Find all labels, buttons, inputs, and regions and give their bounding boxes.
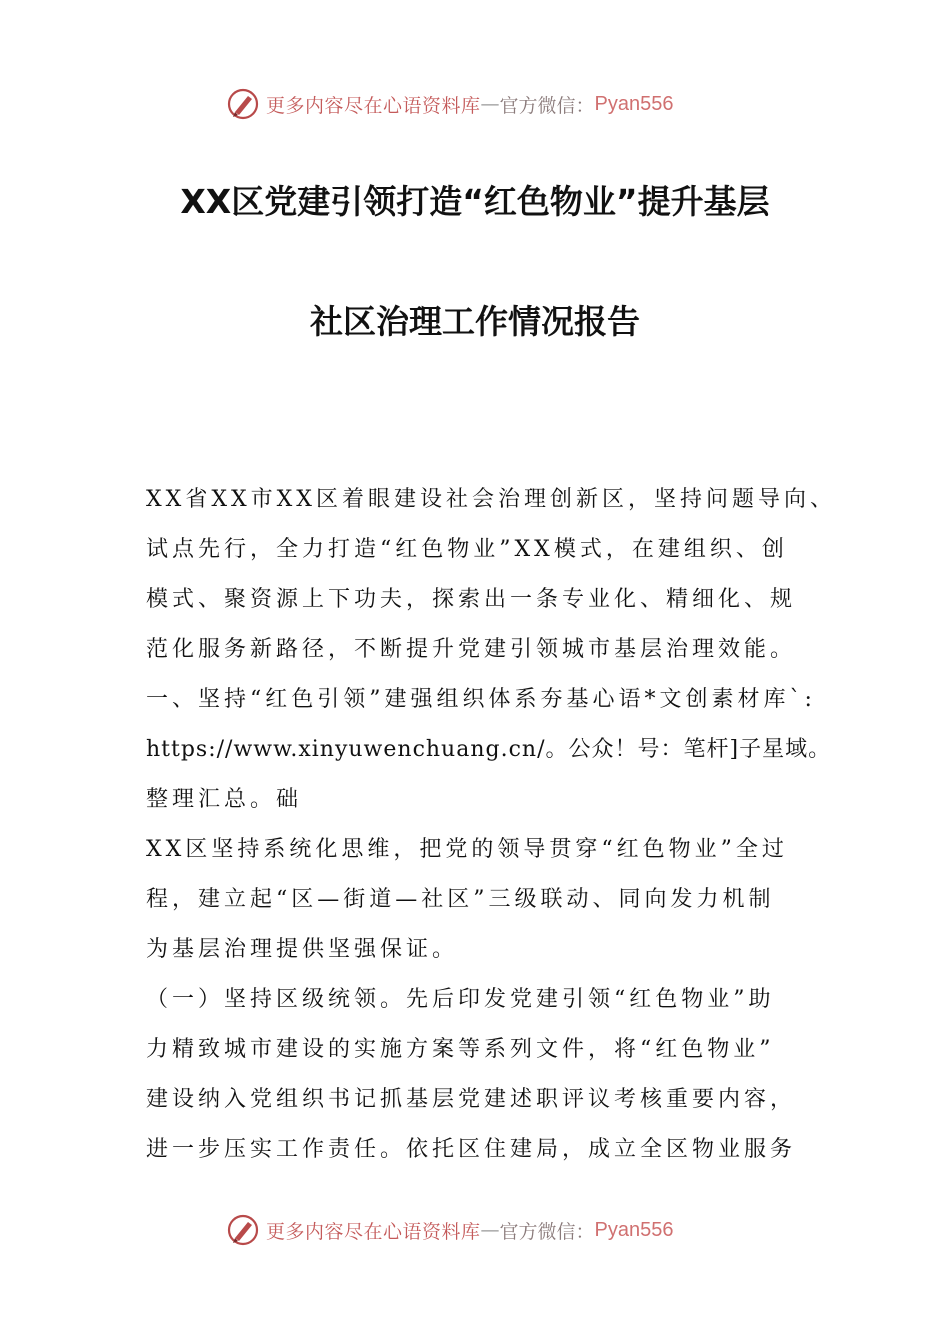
body-line: （一）坚持区级统领。先后印发党建引领“红色物业”助	[146, 987, 775, 1012]
body-line: 为基层治理提供坚强保证。	[146, 937, 459, 962]
banner-wechat-label: 官方微信：	[499, 1220, 595, 1243]
pen-circle-icon	[226, 87, 260, 121]
banner-wechat-label: 官方微信：	[499, 94, 595, 117]
header-banner	[226, 84, 746, 124]
banner-wechat-id: Pyan556	[594, 92, 674, 115]
section-heading-line: 一、坚持“红色引领”建强组织体系夯基心语*文创素材库`:	[146, 687, 816, 712]
banner-text: 更多内容尽在心语资料库	[266, 1220, 481, 1243]
footer-banner	[226, 1210, 746, 1250]
banner-separator: —	[480, 93, 500, 115]
banner-wechat-id: Pyan556	[594, 1218, 674, 1241]
body-line: XX省XX市XX区着眼建设社会治理创新区，坚持问题导向、	[146, 487, 836, 512]
body-line: 进一步压实工作责任。依托区住建局，成立全区物业服务	[146, 1137, 797, 1162]
body-line: 程，建立起“区—街道—社区”三级联动、同向发力机制	[146, 887, 775, 912]
body-line: 整理汇总。础	[146, 787, 303, 812]
document-body	[146, 475, 836, 1175]
document-title-line-1: XX区党建引领打造“红色物业”提升基层	[180, 182, 770, 221]
body-line: 模式、聚资源上下功夫，探索出一条专业化、精细化、规	[146, 587, 797, 612]
body-line: 建设纳入党组织书记抓基层党建述职评议考核重要内容，	[146, 1087, 797, 1112]
document-title-line-2: 社区治理工作情况报告	[310, 302, 640, 341]
banner-separator: —	[480, 1219, 500, 1241]
body-line: XX区坚持系统化思维，把党的领导贯穿“红色物业”全过	[146, 837, 788, 862]
body-line: 试点先行，全力打造“红色物业”XX模式，在建组织、创	[146, 537, 788, 562]
body-line: 范化服务新路径，不断提升党建引领城市基层治理效能。	[146, 637, 797, 662]
body-line-url: https://www.xinyuwenchuang.cn/。公众！号：笔杆]子星域。	[146, 737, 832, 762]
pen-circle-icon	[226, 1213, 260, 1247]
banner-text: 更多内容尽在心语资料库	[266, 94, 481, 117]
body-line: 力精致城市建设的实施方案等系列文件，将“红色物业”	[146, 1037, 775, 1062]
